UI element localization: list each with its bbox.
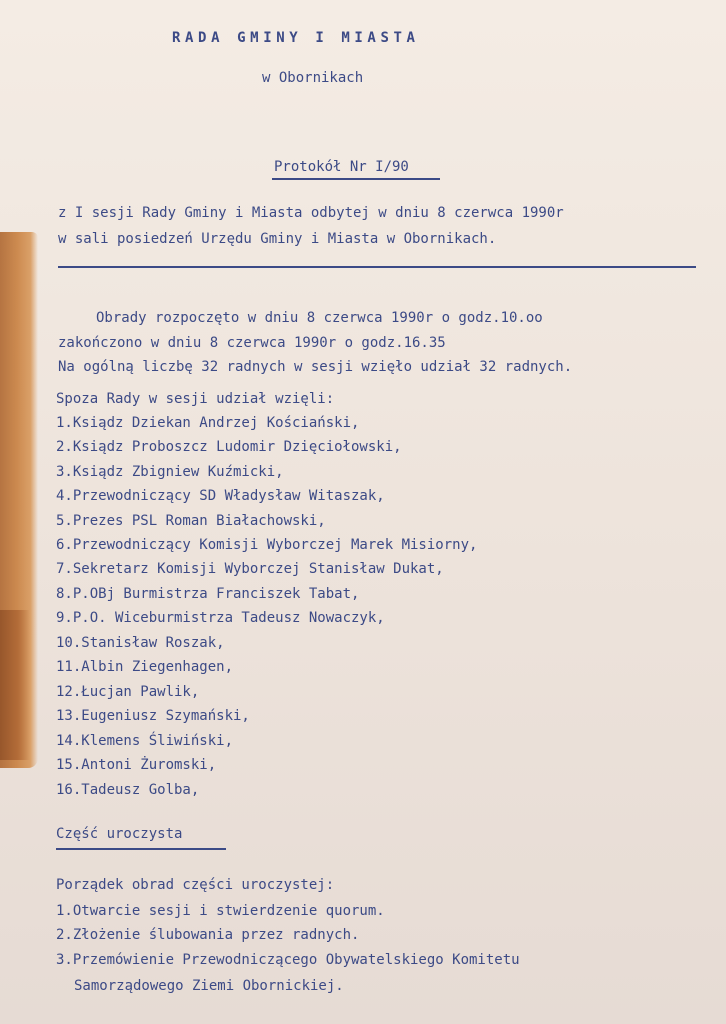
guest-item: 5.Prezes PSL Roman Białachowski,: [56, 513, 326, 529]
guest-item: 4.Przewodniczący SD Władysław Witaszak,: [56, 488, 385, 504]
protocol-underline: [272, 178, 440, 180]
guest-item: 14.Klemens Śliwiński,: [56, 733, 234, 749]
guest-item: 2.Ksiądz Proboszcz Ludomir Dzięciołowski,: [56, 439, 402, 455]
protocol-title: Protokół Nr I/90: [274, 159, 409, 175]
guest-item: 11.Albin Ziegenhagen,: [56, 659, 234, 675]
guests-heading: Spoza Rady w sesji udział wzięli:: [56, 391, 335, 407]
rust-stain-dark: [0, 610, 30, 760]
council-location: w Obornikach: [262, 70, 364, 86]
guest-item: 12.Łucjan Pawlik,: [56, 684, 200, 700]
order-heading: Porządek obrad części uroczystej:: [56, 877, 335, 893]
guest-item: 3.Ksiądz Zbigniew Kuźmicki,: [56, 464, 284, 480]
section-divider: [58, 266, 696, 268]
session-start-line: Obrady rozpoczęto w dniu 8 czerwca 1990r o godz.10.oo: [96, 310, 543, 326]
guest-item: 7.Sekretarz Komisji Wyborczej Stanisław Dukat,: [56, 561, 444, 577]
guest-item: 10.Stanisław Roszak,: [56, 635, 225, 651]
guest-item: 8.P.OBj Burmistrza Franciszek Tabat,: [56, 586, 360, 602]
order-item: 2.Złożenie ślubowania przez radnych.: [56, 927, 360, 943]
guest-item: 1.Ksiądz Dziekan Andrzej Kościański,: [56, 415, 360, 431]
intro-line-1: z I sesji Rady Gminy i Miasta odbytej w dniu 8 czerwca 1990r: [58, 205, 564, 221]
order-item-continuation: Samorządowego Ziemi Obornickiej.: [74, 978, 344, 994]
guest-item: 6.Przewodniczący Komisji Wyborczej Marek Misiorny,: [56, 537, 478, 553]
order-item: 3.Przemówienie Przewodniczącego Obywatelskiego Komitetu: [56, 952, 520, 968]
session-end-line: zakończono w dniu 8 czerwca 1990r o godz.16.35: [58, 335, 446, 351]
guest-item: 9.P.O. Wiceburmistrza Tadeusz Nowaczyk,: [56, 610, 385, 626]
council-title: RADA GMINY I MIASTA: [172, 30, 420, 46]
guest-item: 16.Tadeusz Golba,: [56, 782, 200, 798]
intro-line-2: w sali posiedzeń Urzędu Gminy i Miasta w Obornikach.: [58, 231, 497, 247]
guest-item: 13.Eugeniusz Szymański,: [56, 708, 250, 724]
ceremonial-heading: Część uroczysta: [56, 826, 183, 842]
order-item: 1.Otwarcie sesji i stwierdzenie quorum.: [56, 903, 385, 919]
ceremonial-underline: [56, 848, 226, 850]
guest-item: 15.Antoni Żuromski,: [56, 757, 217, 773]
attendance-line: Na ogólną liczbę 32 radnych w sesji wzięło udział 32 radnych.: [58, 359, 573, 375]
